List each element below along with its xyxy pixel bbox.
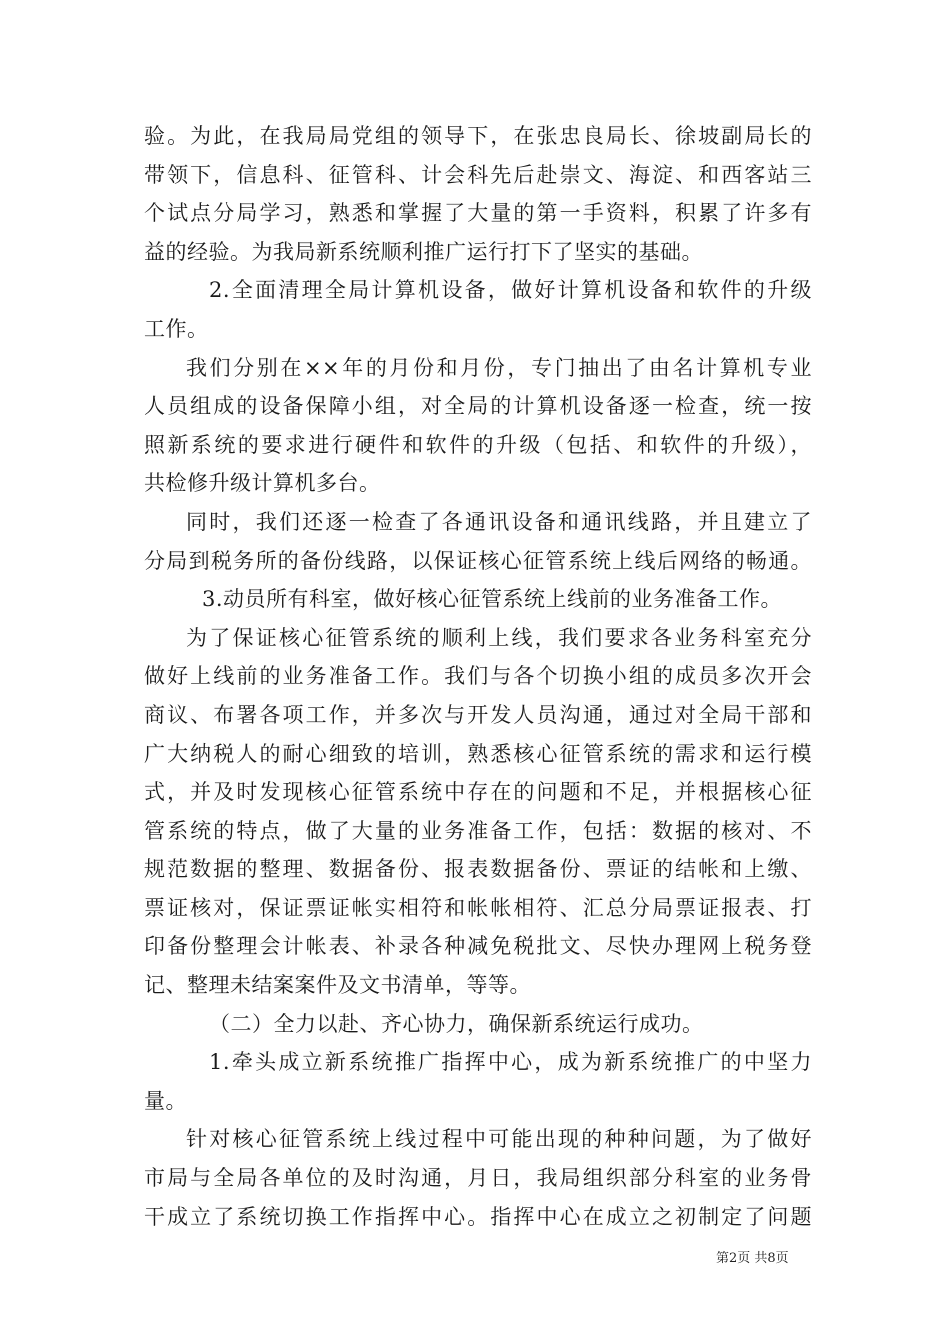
text-line: 做好上线前的业务准备工作。我们与各个切换小组的成员多次开会 [144,664,812,689]
paragraph-start-line: 我们分别在××年的月份和月份，专门抽出了由名计算机专业 [186,355,812,380]
text-line: 商议、布署各项工作，并多次与开发人员沟通，通过对全局干部和 [144,702,812,727]
section-heading-line: （二）全力以赴、齐心协力，确保新系统运行成功。 [209,1011,704,1036]
text-line: 市局与全局各单位的及时沟通，月日，我局组织部分科室的业务骨 [144,1166,812,1191]
subheading-line: 3.动员所有科室，做好核心征管系统上线前的业务准备工作。 [202,587,783,612]
text-line: 带领下，信息科、征管科、计会科先后赴崇文、海淀、和西客站三 [144,162,812,187]
text-line: 益的经验。为我局新系统顺利推广运行打下了坚实的基础。 [144,239,703,264]
paragraph-start-line: 为了保证核心征管系统的顺利上线，我们要求各业务科室充分 [186,625,812,650]
text-line: 干成立了系统切换工作指挥中心。指挥中心在成立之初制定了问题 [144,1204,812,1229]
text-line: 共检修升级计算机多台。 [144,471,381,496]
text-line: 记、整理未结案案件及文书清单，等等。 [144,973,531,998]
subheading-line: 1.牵头成立新系统推广指挥中心，成为新系统推广的中坚力 [209,1050,812,1075]
text-line: 规范数据的整理、数据备份、报表数据备份、票证的结帐和上缴、 [144,857,812,882]
text-line: 量。 [144,1088,187,1113]
text-line: 广大纳税人的耐心细致的培训，熟悉核心征管系统的需求和运行模 [144,741,812,766]
text-line: 个试点分局学习，熟悉和掌握了大量的第一手资料，积累了许多有 [144,201,812,226]
text-line: 照新系统的要求进行硬件和软件的升级（包括、和软件的升级）， [144,432,812,457]
document-body [144,117,812,1236]
text-line: 票证核对，保证票证帐实相符和帐帐相符、汇总分局票证报表、打 [144,895,812,920]
text-line: 验。为此，在我局局党组的领导下，在张忠良局长、徐坡副局长的 [144,124,812,148]
text-line: 管系统的特点，做了大量的业务准备工作，包括：数据的核对、不 [144,818,812,843]
subheading-line: 2.全面清理全局计算机设备，做好计算机设备和软件的升级 [209,278,812,303]
text-line: 工作。 [144,316,209,341]
text-line: 印备份整理会计帐表、补录各种减免税批文、尽快办理网上税务登 [144,934,812,959]
text-line: 分局到税务所的备份线路，以保证核心征管系统上线后网络的畅通。 [144,548,812,573]
page-number: 第2页 共8页 [716,1251,789,1266]
text-line: 人员组成的设备保障小组，对全局的计算机设备逐一检查，统一按 [144,394,812,419]
paragraph-start-line: 针对核心征管系统上线过程中可能出现的种种问题，为了做好 [186,1127,812,1152]
paragraph-start-line: 同时，我们还逐一检查了各通讯设备和通讯线路，并且建立了 [186,509,812,534]
text-line: 式，并及时发现核心征管系统中存在的问题和不足，并根据核心征 [144,780,812,805]
